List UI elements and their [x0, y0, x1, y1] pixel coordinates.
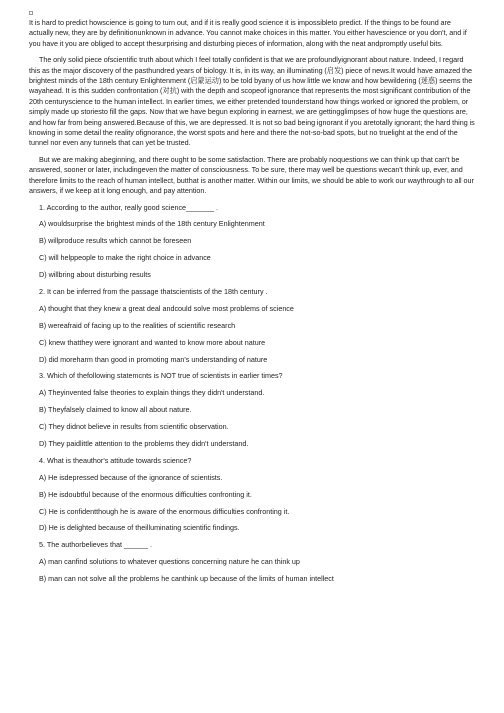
question-1: 1. According to the author, really good science_______ .: [39, 202, 219, 212]
q3-option-d: D) They paidlittle attention to the problems they didn't understand.: [39, 438, 249, 448]
q2-option-d: D) did moreharm than good in promoting man's understanding of nature: [39, 354, 268, 364]
q2-option-c: C) knew thatthey were ignorant and wanted to know more about nature: [39, 337, 266, 347]
q1-option-c: C) will helppeople to make the right choice in advance: [39, 253, 211, 263]
q1-option-b: B) willproduce results which cannot be foreseen: [39, 236, 192, 246]
q1-option-a: A) wouldsurprise the brightest minds of the 18th century Enlightenment: [39, 219, 265, 229]
question-3: 3. Which of thefollowing statemcnts is NOT true of scientists in earlier times?: [39, 371, 283, 381]
page-mark-icon: [29, 11, 33, 15]
q5-option-b: B) man can not solve all the problems he canthink up because of the limits of human intellect: [39, 574, 334, 584]
q5-option-a: A) man canfind solutions to whatever questions concerning nature he can think up: [39, 557, 300, 567]
paragraph-2: The only solid piece ofscientific truth about which I feel totally confident is that we are profoundlyignorant about nature. Indeed, I regard this as the major discovery of the pasthundred years of biology. It is, in its way, an illuminating (启发) piece of news.It would have amazed the brightest minds of the 18th century Enlightenment (启蒙运动) to be told byany of us how little we know and how bewildering (迷惑) seems the wayahead. It is this sudden confrontation (对抗) with the depth and scopeof ignorance that represents the most significant contribution of the 20th centuryscience to the human intellect. In earlier times, we either pretended tounderstand how things worked or ignored the problem, or simply made up storiesto fill the gaps. Now that we have begun exploring in earnest, we are gettingglimpses of how huge the questions are, and how far from being answered.Because of this, we are depressed. It is not so bad being ignorant if you aretotally ignorant; the hard thing is knowing in some detail the reality ofignorance, the worst spots and here and there the not-so-bad spots, but no truelight at the end of the tunnel nor even any tunnels that can yet be trusted.: [29, 55, 475, 148]
q3-option-a: A) Theyinvented false theories to explain things they didn't understand.: [39, 388, 265, 398]
q4-option-c: C) He is confidentthough he is aware of the enormous difficulties confronting it.: [39, 506, 290, 516]
q4-option-a: A) He isdepressed because of the ignorance of scientists.: [39, 472, 223, 482]
paragraph-1: It is hard to predict howscience is going to turn out, and if it is really good science it is impossibleto predict. If the things to be found are actually new, they are by definitionunknown in advance. You cannot make choices in this matter. You either havescience or you don't, and if you have it you are obliged to accept thesurprising and disturbing pieces of information, along with the neat andpromptly useful bits.: [29, 18, 467, 48]
q4-option-d: D) He is delighted because of theilluminating scientific findings.: [39, 523, 240, 533]
question-list: [29, 203, 475, 585]
q2-option-b: B) wereafraid of facing up to the realities of scientific research: [39, 320, 236, 330]
q4-option-b: B) He isdoubtful because of the enormous difficulties confronting it.: [39, 489, 252, 499]
paragraph-3: But we are making abeginning, and there ought to be some satisfaction. There are probably noquestions we can think up that can't be answered, sooner or later, includingeven the matter of consciousness. To be sure, there may well be questions wecan't think up, ever, and therefore limits to the reach of human intellect, butthat is another matter. Within our limits, we should be able to work our waythrough to all our answers, if we keep at it long enough, and pay attention.: [29, 154, 474, 196]
q2-option-a: A) thought that they knew a great deal andcould solve most problems of science: [39, 303, 294, 313]
question-2: 2. It can be inferred from the passage thatscientists of the 18th century .: [39, 286, 268, 296]
q1-option-d: D) willbring about disturbing results: [39, 270, 151, 280]
q3-option-c: C) They didnot believe in results from scientific observation.: [39, 422, 229, 432]
question-5: 5. The authorbelieves that ______ .: [39, 540, 152, 550]
question-4: 4. What is theauthor's attitude towards science?: [39, 455, 192, 465]
q3-option-b: B) Theyfalsely claimed to know all about nature.: [39, 405, 192, 415]
